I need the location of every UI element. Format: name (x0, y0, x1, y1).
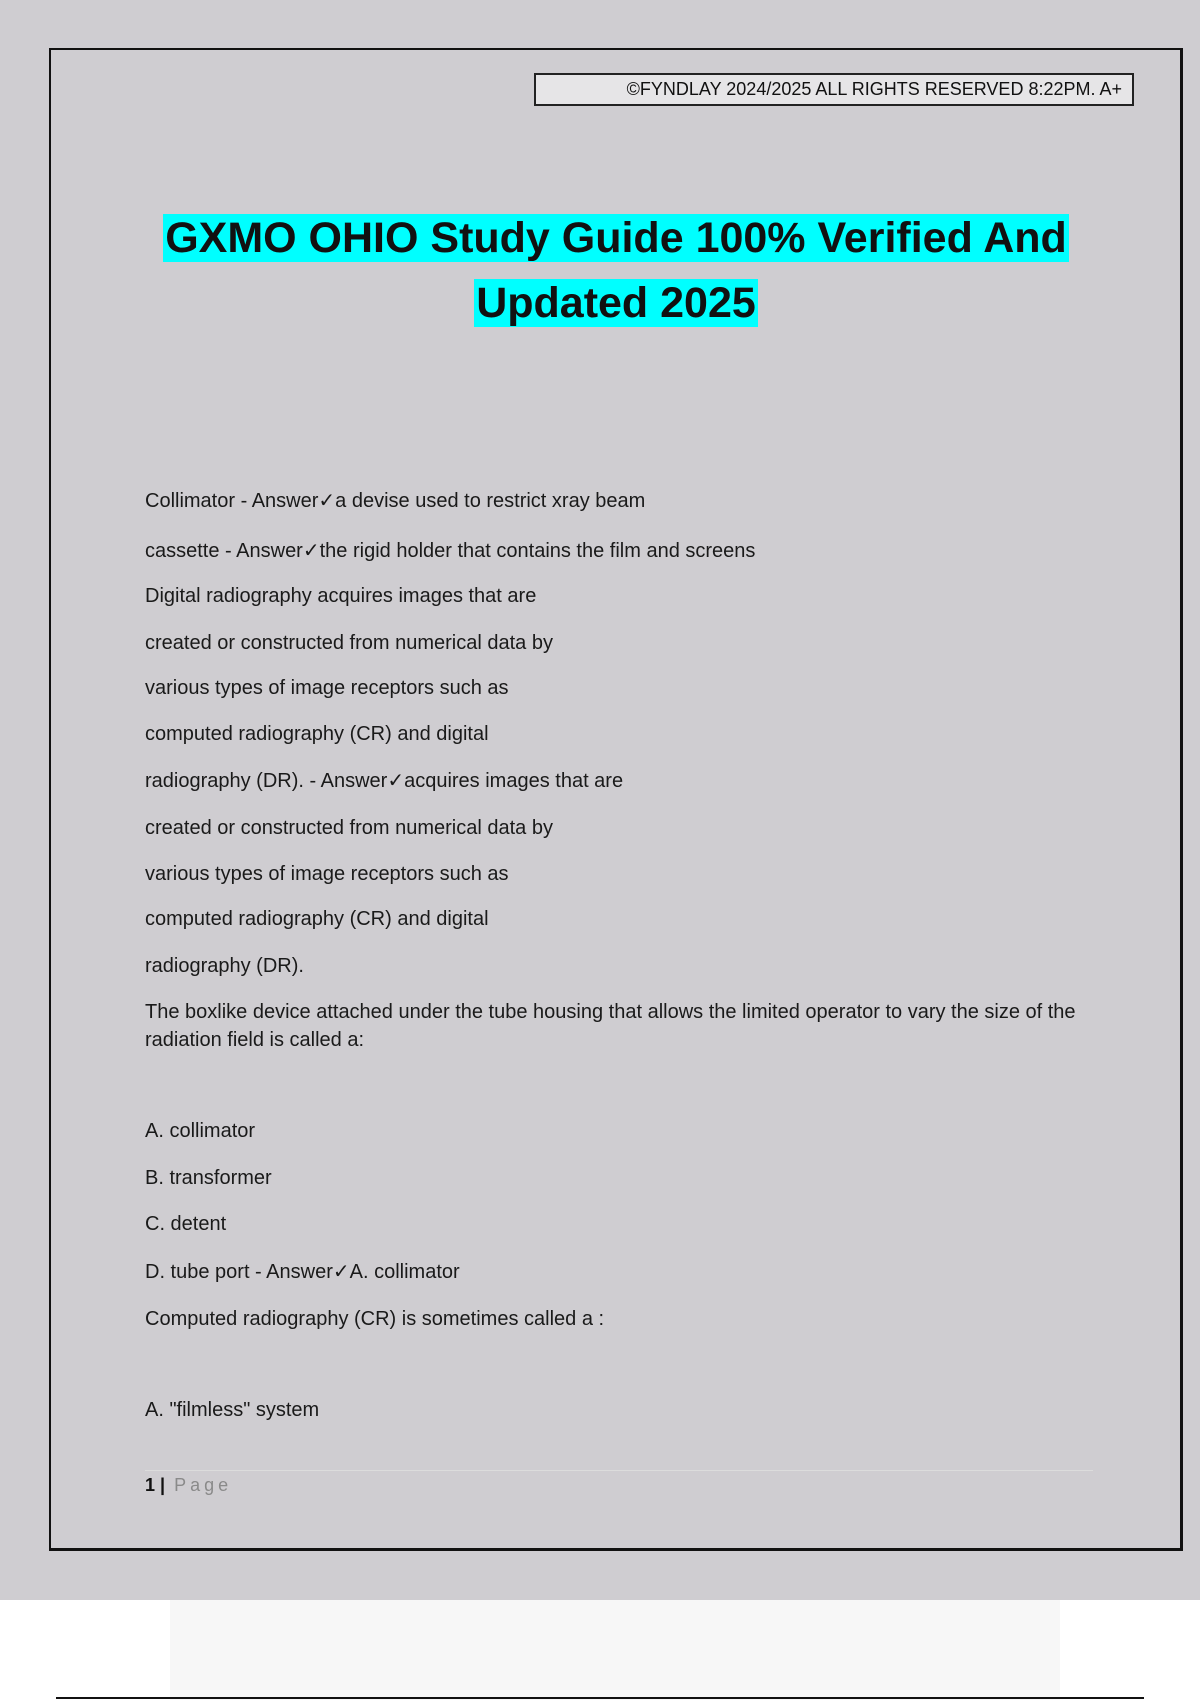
text-line: various types of image receptors such as (145, 677, 509, 699)
copyright-text: ©FYNDLAY 2024/2025 ALL RIGHTS RESERVED 8:22PM. A+ (626, 79, 1122, 99)
page-label: Page (174, 1475, 233, 1495)
answer-mark: Answer✓ (251, 490, 336, 512)
title-line-1: GXMO OHIO Study Guide 100% Verified And (165, 214, 1067, 262)
option-c: C. detent (145, 1213, 227, 1235)
document-title (60, 206, 1172, 336)
next-page-strip (0, 1600, 1200, 1700)
text-line: computed radiography (CR) and digital (145, 908, 489, 930)
answer-mark: Answer✓ (236, 540, 320, 562)
copyright-header (534, 73, 1134, 106)
text-line: various types of image receptors such as (145, 863, 509, 885)
footer-separator: | (160, 1475, 166, 1495)
qa-digital-radiography: radiography (DR). - Answer✓acquires images that are (145, 770, 624, 792)
text-line: created or constructed from numerical data by (145, 632, 553, 654)
text-line: computed radiography (CR) and digital (145, 723, 489, 745)
footer-divider (145, 1470, 1093, 1471)
option-b: B. transformer (145, 1167, 272, 1189)
answer-mark: Answer✓ (266, 1261, 350, 1283)
page-footer (145, 1475, 232, 1496)
question-boxlike-device: The boxlike device attached under the tube housing that allows the limited operator to vary the size of the radiation field is called a: (145, 1001, 1076, 1051)
option-d-answer: D. tube port - Answer✓A. collimator (145, 1261, 460, 1283)
answer-mark: Answer✓ (320, 770, 405, 792)
next-page-shade (170, 1600, 1060, 1700)
question-computed-radiography: Computed radiography (CR) is sometimes called a : (145, 1308, 605, 1330)
title-line-2: Updated 2025 (476, 279, 756, 327)
next-page-rule (56, 1697, 1144, 1699)
text-line: Digital radiography acquires images that are (145, 585, 537, 607)
option-a: A. collimator (145, 1120, 256, 1142)
option-a-filmless: A. "filmless" system (145, 1399, 320, 1421)
qa-collimator: Collimator - Answer✓a devise used to restrict xray beam (145, 490, 646, 512)
text-line: radiography (DR). (145, 955, 304, 977)
qa-cassette: cassette - Answer✓the rigid holder that contains the film and screens (145, 540, 756, 562)
text-line: created or constructed from numerical data by (145, 817, 553, 839)
page-number: 1 (145, 1475, 156, 1495)
